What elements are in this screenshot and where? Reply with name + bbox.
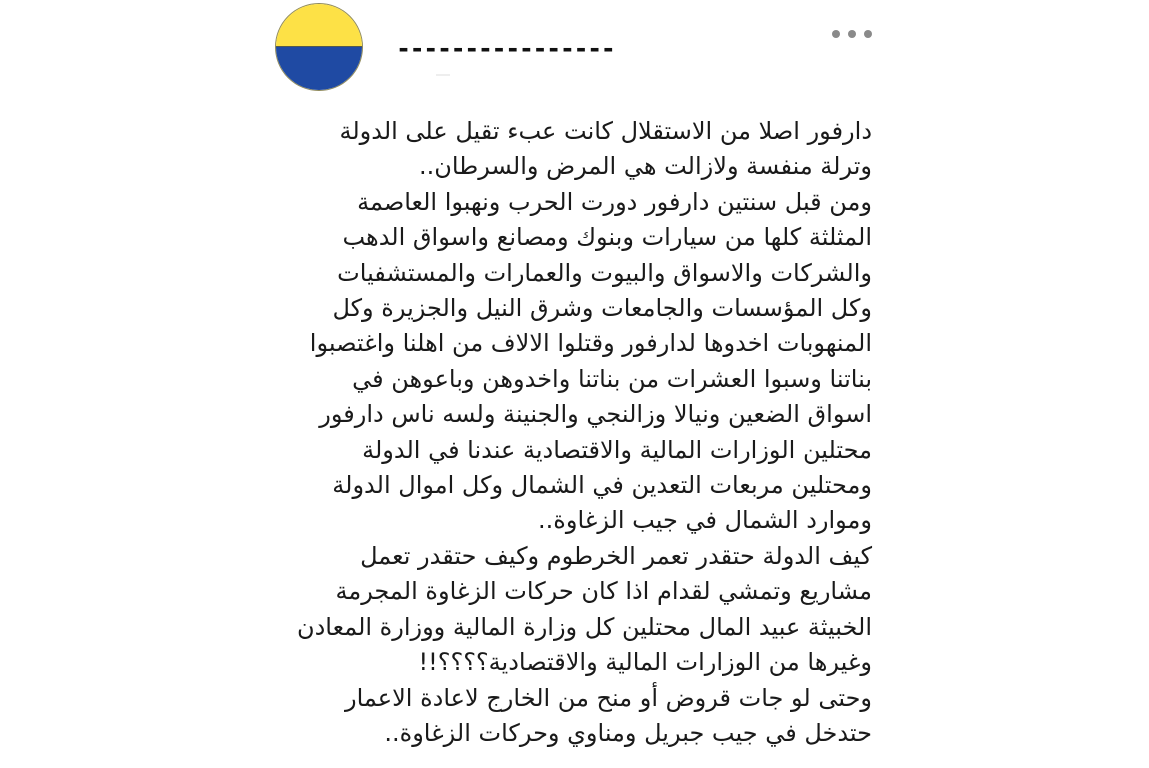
post-text-line: وموارد الشمال في جيب الزغاوة.. [538,506,872,535]
post-text-line: المثلثة كلها من سيارات وبنوك ومصانع واسواق الدهب [342,223,872,252]
post-text-line: المنهوبات اخدوها لدارفور وقتلوا الالاف من اهلنا واغتصبوا [309,329,872,358]
post-text-line: ومن قبل سنتين دارفور دورت الحرب ونهبوا العاصمة [357,187,872,216]
post-text-line: وغيرها من الوزارات المالية والاقتصادية؟؟؟؟!! [418,648,872,677]
post-text-line: كيف الدولة حتقدر تعمر الخرطوم وكيف حتقدر تعمل [360,541,872,570]
post-text-line: وكل المؤسسات والجامعات وشرق النيل والجزيرة وكل [332,294,872,323]
post-text-line: والشركات والاسواق والبيوت والعمارات والمستشفيات [337,258,872,287]
post-text-line: مشاريع وتمشي لقدام اذا كان حركات الزغاوة المجرمة [335,577,872,606]
more-horizontal-icon-dot [832,30,840,38]
avatar-flag-icon-bottom [276,47,362,90]
post-meta-placeholder [436,74,450,76]
author-name[interactable]: ---------------- [396,34,615,63]
post-text-line: دارفور اصلا من الاستقلال كانت عبء تقيل على الدولة [339,117,872,145]
post-text-line: الخبيثة عبيد المال محتلين كل وزارة المالية ووزارة المعادن [296,612,872,641]
post-text-line: حتدخل في جيب جبريل ومناوي وحركات الزغاوة.. [384,718,872,747]
post-text-line: محتلين الوزارات المالية والاقتصادية عندنا في الدولة [362,435,872,464]
post-header [0,0,1149,110]
post-text [296,114,872,751]
post-text-line: وترلة منفسة ولازالت هي المرض والسرطان.. [418,152,872,181]
post-text-line: ومحتلين مربعات التعدين في الشمال وكل اموال الدولة [332,471,872,500]
more-horizontal-icon-dot [864,30,872,38]
post-text-line: وحتى لو جات قروض أو منح من الخارج لاعادة الاعمار [345,683,872,712]
avatar-flag-icon-top [276,4,362,47]
post-text-line: اسواق الضعين ونيالا وزالنجي والجنينة ولسه ناس دارفور [319,400,872,429]
post-text-line: بناتنا وسبوا العشرات من بناتنا واخدوهن وباعوهن في [352,364,872,393]
more-horizontal-icon-dot [848,30,856,38]
avatar[interactable] [275,3,363,91]
more-options-button[interactable] [832,24,872,44]
